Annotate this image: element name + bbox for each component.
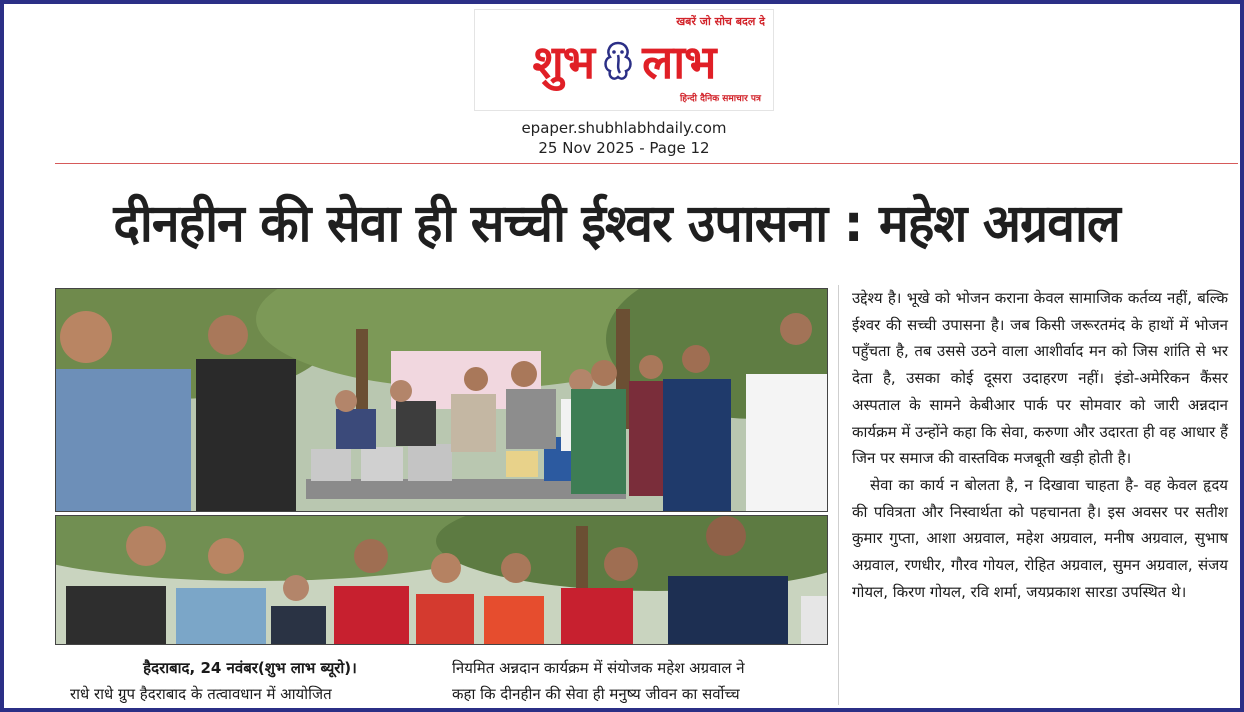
masthead-tagline: खबरें जो सोच बदल दे bbox=[676, 15, 765, 28]
masthead[interactable] bbox=[474, 9, 774, 111]
article-photo-serving bbox=[55, 288, 828, 512]
ganesha-icon bbox=[598, 37, 638, 85]
article-text-line: नियमित अन्नदान कार्यक्रम में संयोजक महेश अग्रवाल ने bbox=[452, 659, 745, 677]
newspaper-logo bbox=[483, 28, 765, 94]
header-rule bbox=[55, 163, 1238, 164]
article-column-left bbox=[70, 655, 430, 707]
article-text-line: राधे राधे ग्रुप हैदराबाद के तत्वावधान में आयोजित bbox=[70, 685, 332, 703]
logo-word-left: शुभ bbox=[532, 35, 595, 89]
edition-info bbox=[474, 118, 774, 158]
article-paragraph: सेवा का कार्य न बोलता है, न दिखावा चाहता है- वह केवल हृदय की पवित्रता और निस्वार्थता को पहचानता है। इस अवसर पर सतीश कुमार गुप्ता, आशा अग्रवाल, महेश अग्रवाल, मनीष अग्रवाल, सुभाष अग्रवाल, रणधीर, गौरव गोयल, रोहित अग्रवाल, सुमन अग्रवाल, संजय गोयल, किरण गोयल, रवि शर्मा, जयप्रकाश सारडा उपस्थित थे। bbox=[852, 475, 1228, 601]
article-column-middle bbox=[452, 655, 828, 707]
article-photo-group bbox=[55, 515, 828, 645]
column-divider bbox=[838, 285, 839, 705]
article-headline: दीनहीन की सेवा ही सच्ची ईश्वर उपासना : महेश अग्रवाल bbox=[113, 194, 1120, 254]
logo-word-right: लाभ bbox=[642, 35, 716, 89]
article-column-right bbox=[852, 285, 1228, 605]
article-paragraph: उद्देश्य है। भूखे को भोजन कराना केवल सामाजिक कर्तव्य नहीं, बल्कि ईश्वर की सच्ची उपासना है। जब किसी जरूरतमंद के हाथों में भोजन पहुँचता है, तब उससे उठने वाला आशीर्वाद मन को जिस शांति से भर देता है, उसका कोई दूसरा उदाहरण नहीं। इंडो-अमेरिकन कैंसर अस्पताल के सामने केबीआर पार्क पर सोमवार को जारी अन्नदान कार्यक्रम में उन्होंने कहा कि सेवा, करुणा और उदारता ही वह आधार हैं जिन पर समाज की वास्तविक मजबूती खड़ी होती है। bbox=[852, 289, 1228, 468]
date-page: 25 Nov 2025 - Page 12 bbox=[538, 139, 710, 157]
article-dateline: हैदराबाद, 24 नवंबर(शुभ लाभ ब्यूरो)। bbox=[143, 659, 357, 677]
site-url[interactable]: epaper.shubhlabhdaily.com bbox=[521, 119, 727, 137]
masthead-subtag: हिन्दी दैनिक समाचार पत्र bbox=[679, 94, 761, 104]
article-text-line: कहा कि दीनहीन की सेवा ही मनुष्य जीवन का सर्वोच्च bbox=[452, 685, 740, 703]
